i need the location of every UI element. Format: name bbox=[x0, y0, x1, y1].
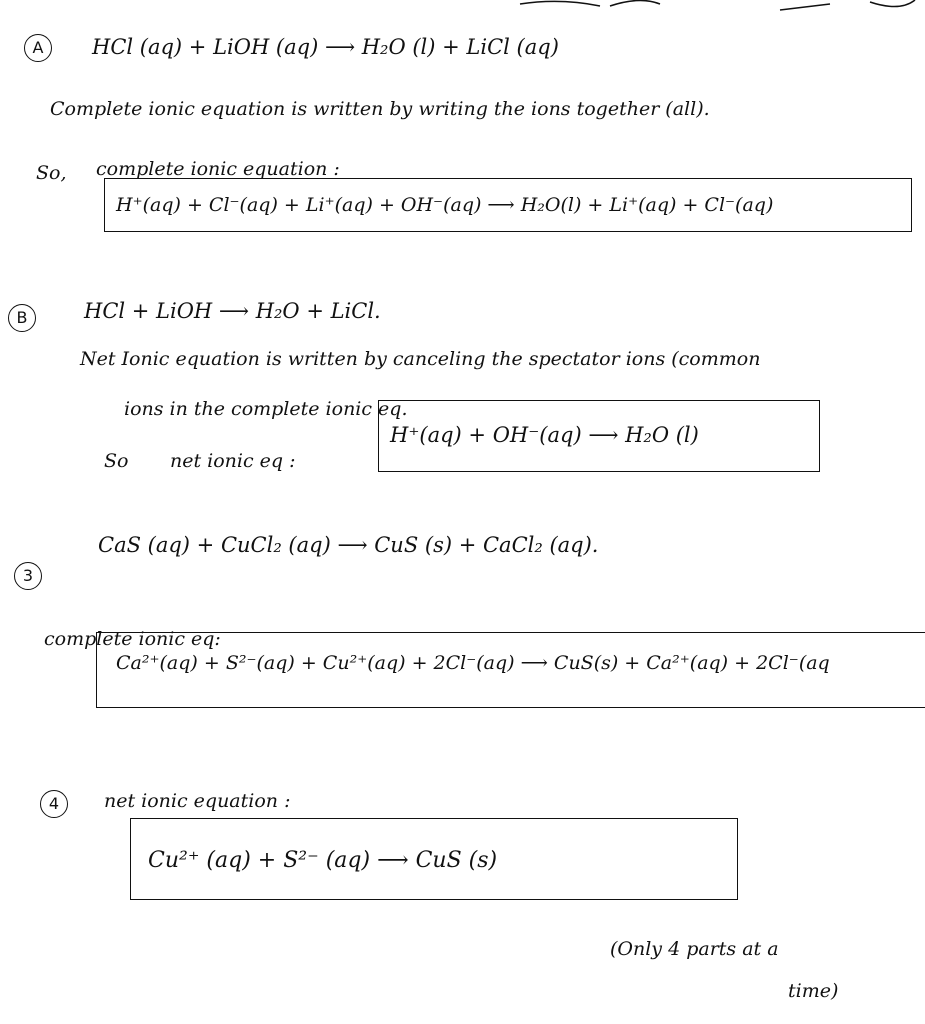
part-b-label: B bbox=[8, 304, 36, 332]
part-4-net-label: net ionic equation : bbox=[104, 790, 291, 812]
part-a-so: So, bbox=[36, 162, 67, 184]
top-edge-scribbles bbox=[0, 0, 925, 20]
part-a-explanation: Complete ionic equation is written by writing the ions together (all). bbox=[50, 98, 710, 120]
footer-note-line-2: time) bbox=[788, 980, 839, 1002]
part-b-net-label: net ionic eq : bbox=[170, 450, 296, 472]
part-a-label: A bbox=[24, 34, 52, 62]
part-3-complete-label: complete ionic eq: bbox=[44, 628, 221, 650]
part-b-explanation-2: ions in the complete ionic eq. bbox=[124, 398, 408, 420]
part-3-label: 3 bbox=[14, 562, 42, 590]
footer-note-line-1: (Only 4 parts at a bbox=[610, 938, 779, 960]
part-b-explanation-1: Net Ionic equation is written by canceling the spectator ions (common bbox=[80, 348, 761, 370]
part-3-equation: CaS (aq) + CuCl₂ (aq) ⟶ CuS (s) + CaCl₂ (aq). bbox=[98, 533, 599, 557]
part-b-net-equation: H⁺(aq) + OH⁻(aq) ⟶ H₂O (l) bbox=[390, 423, 699, 447]
part-a-complete-equation: H⁺(aq) + Cl⁻(aq) + Li⁺(aq) + OH⁻(aq) ⟶ H₂O(l) + Li⁺(aq) + Cl⁻(aq) bbox=[116, 194, 774, 216]
part-3-complete-equation: Ca²⁺(aq) + S²⁻(aq) + Cu²⁺(aq) + 2Cl⁻(aq) ⟶ CuS(s) + Ca²⁺(aq) + 2Cl⁻(aq bbox=[116, 652, 830, 674]
part-b-equation: HCl + LiOH ⟶ H₂O + LiCl. bbox=[84, 299, 381, 323]
part-4-net-equation: Cu²⁺ (aq) + S²⁻ (aq) ⟶ CuS (s) bbox=[148, 848, 498, 873]
part-a-equation: HCl (aq) + LiOH (aq) ⟶ H₂O (l) + LiCl (aq) bbox=[92, 35, 559, 59]
part-4-label: 4 bbox=[40, 790, 68, 818]
part-a-complete-label: complete ionic equation : bbox=[96, 158, 340, 180]
part-b-so: So bbox=[104, 450, 129, 472]
